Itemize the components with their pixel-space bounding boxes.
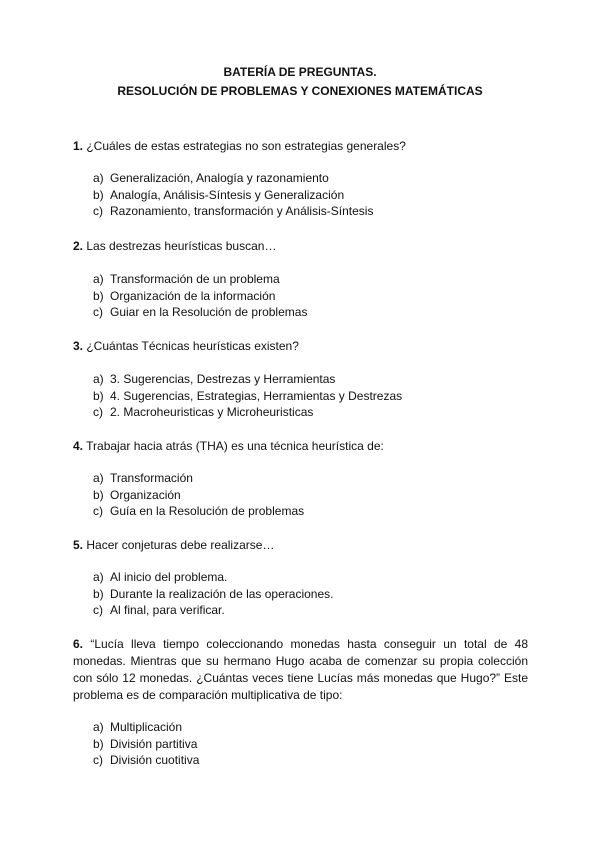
question-1	[73, 138, 528, 154]
question-text: Hacer conjeturas debe realizarse…	[83, 538, 275, 552]
option-b	[93, 487, 304, 504]
question-number: 4.	[73, 439, 84, 453]
question-6	[73, 636, 528, 704]
option-letter: a)	[93, 570, 104, 584]
option-b	[93, 388, 402, 405]
option-text: 2. Macroheuristicas y Microheuristicas	[110, 405, 314, 419]
option-letter: b)	[93, 187, 104, 202]
option-letter: b)	[93, 736, 104, 751]
question-text: Las destrezas heurísticas buscan…	[83, 239, 277, 253]
document-title: BATERÍA DE PREGUNTAS.	[223, 65, 377, 79]
option-text: División cuotitiva	[110, 753, 200, 767]
option-b	[93, 736, 199, 753]
option-a	[93, 271, 307, 288]
question-6-options	[93, 719, 199, 769]
question-number: 3.	[73, 339, 84, 353]
option-text: Guiar en la Resolución de problemas	[110, 305, 308, 319]
question-3-options	[93, 371, 402, 421]
option-a	[93, 170, 373, 187]
question-5	[73, 537, 528, 553]
option-a	[93, 371, 402, 388]
question-number: 2.	[73, 239, 84, 253]
option-letter: b)	[93, 288, 104, 303]
question-2-options	[93, 271, 307, 321]
question-text: ¿Cuáles de estas estrategias no son estrategias generales?	[83, 139, 406, 153]
option-text: Transformación	[110, 471, 193, 485]
option-letter: a)	[93, 720, 104, 734]
option-letter: b)	[93, 388, 104, 403]
option-a	[93, 470, 304, 487]
option-c	[93, 752, 199, 769]
option-letter: c)	[93, 204, 103, 218]
option-letter: a)	[93, 471, 104, 485]
option-b	[93, 187, 373, 204]
question-text: ¿Cuántas Técnicas heurísticas existen?	[83, 339, 299, 353]
option-c	[93, 203, 373, 220]
question-number: 5.	[73, 538, 84, 552]
option-letter: a)	[93, 171, 104, 185]
option-c	[93, 304, 307, 321]
option-letter: b)	[93, 487, 104, 502]
option-c	[93, 404, 402, 421]
question-4	[73, 438, 528, 454]
option-text: Durante la realización de las operaciones.	[110, 586, 334, 601]
option-text: Organización	[110, 487, 181, 502]
option-c	[93, 602, 333, 619]
option-letter: a)	[93, 372, 104, 386]
document-subtitle: RESOLUCIÓN DE PROBLEMAS Y CONEXIONES MATEMÁTICAS	[117, 84, 483, 98]
option-text: Generalización, Analogía y razonamiento	[110, 171, 329, 185]
option-a	[93, 719, 199, 736]
option-text: Multiplicación	[110, 720, 183, 734]
option-letter: c)	[93, 405, 103, 419]
option-a	[93, 569, 333, 586]
option-text: Transformación de un problema	[110, 272, 280, 286]
question-2	[73, 238, 528, 254]
option-letter: c)	[93, 603, 103, 617]
question-number: 1.	[73, 139, 84, 153]
question-text: Trabajar hacia atrás (THA) es una técnica heurística de:	[83, 439, 384, 453]
option-text: División partitiva	[110, 736, 198, 751]
option-text: Al final, para verificar.	[110, 603, 225, 617]
question-4-options	[93, 470, 304, 520]
option-b	[93, 288, 307, 305]
question-1-options	[93, 170, 373, 220]
option-text: Guía en la Resolución de problemas	[110, 504, 305, 518]
question-3	[73, 338, 528, 354]
option-letter: a)	[93, 272, 104, 286]
option-b	[93, 586, 333, 603]
question-text: “Lucía lleva tiempo coleccionando monedas hasta conseguir un total de 48 monedas. Mientras que su hermano Hugo acaba de comenzar su propia colección con sólo 12 monedas. ¿Cuántas veces tiene Lucías más monedas que Hugo?” Este problema es de comparación multiplicativa de tipo:	[73, 637, 528, 702]
option-letter: c)	[93, 753, 103, 767]
option-letter: c)	[93, 305, 103, 319]
option-text: Organización de la información	[110, 288, 276, 303]
option-text: Razonamiento, transformación y Análisis-Síntesis	[110, 204, 374, 218]
option-text: Al inicio del problema.	[110, 570, 228, 584]
option-letter: b)	[93, 586, 104, 601]
question-number: 6.	[73, 637, 84, 651]
option-c	[93, 503, 304, 520]
option-letter: c)	[93, 504, 103, 518]
option-text: 3. Sugerencias, Destrezas y Herramientas	[110, 372, 336, 386]
option-text: 4. Sugerencias, Estrategias, Herramientas y Destrezas	[110, 388, 403, 403]
option-text: Analogía, Análisis-Síntesis y Generalización	[110, 187, 345, 202]
question-5-options	[93, 569, 333, 619]
